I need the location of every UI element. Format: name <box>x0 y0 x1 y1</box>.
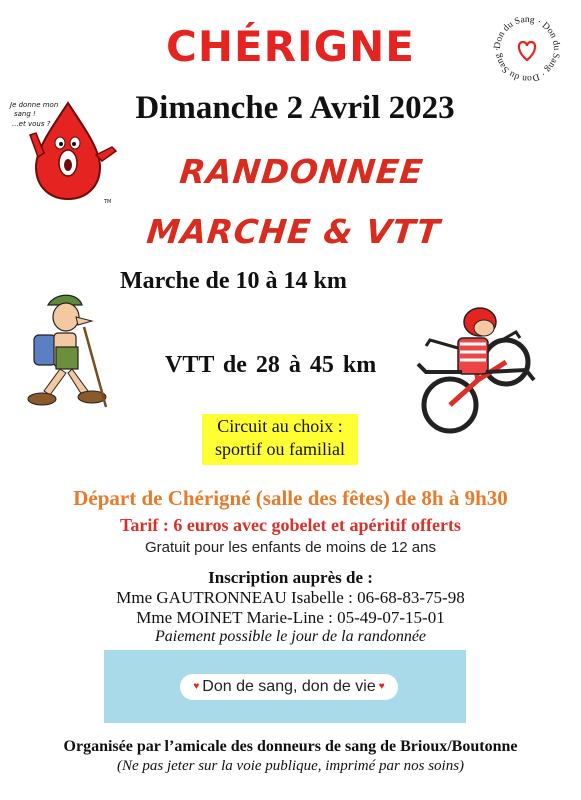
mountain-biker-illustration <box>408 300 548 440</box>
heart-icon: ♥ <box>193 681 200 692</box>
speech-line-3: ...et vous ? <box>12 120 51 128</box>
walk-distance: Marche de 10 à 14 km <box>120 268 347 294</box>
organizer-line: Organisée par l’amicale des donneurs de sang de Brioux/Boutonne <box>63 738 518 755</box>
slogan-pill <box>180 674 398 700</box>
contact-1: Mme GAUTRONNEAU Isabelle : 06-68-83-75-98 <box>116 588 465 607</box>
price-info: Tarif : 6 euros avec gobelet et apéritif offerts <box>120 515 461 535</box>
payment-note: Paiement possible le jour de la randonnée <box>154 628 427 645</box>
slogan-banner <box>104 650 466 723</box>
circuit-line-2: sportif ou familial <box>215 439 345 459</box>
registration-title: Inscription auprès de : <box>208 568 373 587</box>
slogan-text: Don de sang, don de vie <box>202 678 376 696</box>
seal-text: Don du Sang · Don du Sang · Don du Sang · <box>492 14 562 84</box>
speech-line-1: Je donne mon <box>10 101 59 109</box>
event-title-line-2: MARCHE & VTT <box>144 212 443 251</box>
circuit-line-1: Circuit au choix : <box>217 416 343 436</box>
print-notice: (Ne pas jeter sur la voie publique, imprimé par nos soins) <box>116 758 465 774</box>
hiker-illustration <box>20 287 110 417</box>
event-date: Dimanche 2 Avril 2023 <box>135 90 455 126</box>
departure-info: Départ de Chérigné (salle des fêtes) de 8h à 9h30 <box>73 486 508 510</box>
free-children-note: Gratuit pour les enfants de moins de 12 ans <box>144 539 436 556</box>
trademark-label: TM <box>104 199 112 205</box>
heart-icon: ♥ <box>378 681 385 692</box>
bike-distance: VTT de 28 à 45 km <box>165 352 377 378</box>
event-title-line-1: RANDONNEE <box>177 152 426 191</box>
town-title: CHÉRIGNE <box>166 22 415 71</box>
circuit-choice-box <box>202 414 358 465</box>
contact-2: Mme MOINET Marie-Line : 05-49-07-15-01 <box>136 608 445 627</box>
speech-line-2: sang ! <box>14 110 36 118</box>
